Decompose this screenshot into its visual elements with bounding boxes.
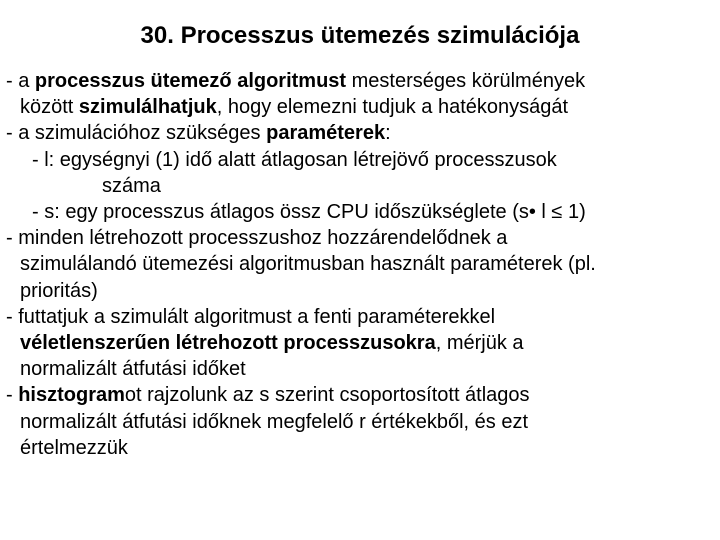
bullet-1-line-1 <box>6 68 718 94</box>
bullet-5-text: ot rajzolunk az s szerint csoportosított átlagos <box>124 384 530 407</box>
bullet-2-line-1 <box>6 120 718 146</box>
bullet-2-bold: paraméterek <box>266 122 386 145</box>
bullet-5-line-1 <box>6 382 718 408</box>
bullet-5-bold: hisztogram <box>18 384 125 407</box>
bullet-1-text: mesterséges körülmények <box>346 70 586 92</box>
sub-bullet-l-line-1: - l: egységnyi (1) idő alatt átlagosan létrejövő processzusok <box>32 148 557 171</box>
bullet-5-prefix: - <box>6 384 19 407</box>
bullet-4-line-2 <box>6 330 718 356</box>
bullet-3-line-3: prioritás) <box>20 279 98 302</box>
bullet-1-prefix: - a <box>6 70 35 92</box>
bullet-4-line-1: - futtatjuk a szimulált algoritmust a fenti paraméterekkel <box>6 305 496 328</box>
bullet-5-line-2: normalizált átfutási időknek megfelelő r értékekből, és ezt <box>20 410 529 433</box>
bullet-2-prefix: - a szimulációhoz szükséges <box>6 122 267 145</box>
bullet-1-line-2 <box>6 94 718 120</box>
bullet-4-line-3: normalizált átfutási időket <box>20 358 246 381</box>
sub-bullet-s-line-1: - s: egy processzus átlagos össz CPU időszükséglete (s• l ≤ 1) <box>32 201 586 224</box>
slide-content <box>6 68 718 461</box>
bullet-3-line-1: - minden létrehozott processzushoz hozzárendelődnek a <box>6 227 508 250</box>
bullet-3-line-2: szimulálandó ütemezési algoritmusban használt paraméterek (pl. <box>20 253 596 276</box>
bullet-5-line-3: értelmezzük <box>20 436 128 459</box>
bullet-4-line-2-text: , mérjük a <box>435 332 524 355</box>
bullet-1-line-2-prefix: között <box>20 96 79 119</box>
bullet-2-suffix: : <box>385 122 391 145</box>
bullet-1-bold: processzus ütemező algoritmust <box>34 70 347 92</box>
slide-title: 30. Processzus ütemezés szimulációja <box>140 22 580 49</box>
bullet-1-line-2-text: , hogy elemezni tudjuk a hatékonyságát <box>216 96 569 119</box>
bullet-1-line-2-bold: szimulálhatjuk <box>78 96 217 119</box>
bullet-4-bold: véletlenszerűen létrehozott processzusokra <box>20 332 436 355</box>
sub-bullet-l-line-2: száma <box>102 174 161 197</box>
